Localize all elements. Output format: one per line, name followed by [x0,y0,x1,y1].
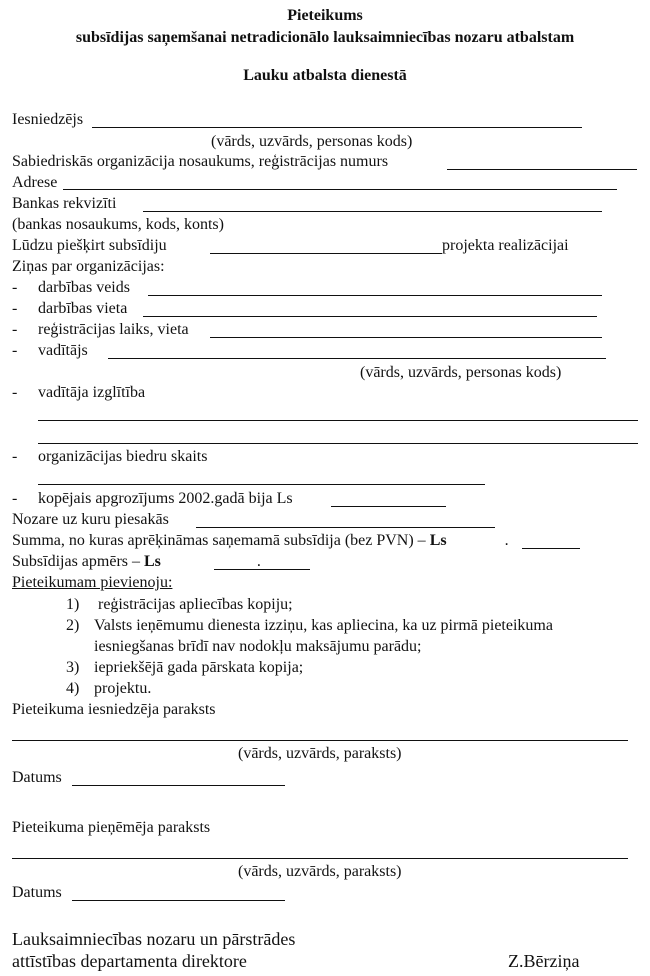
sum-line-text [12,531,509,551]
applicant-hint: (vārds, uzvārds, personas kods) [211,133,413,150]
dash: - [12,384,18,401]
address-line[interactable] [63,189,617,190]
request-line[interactable] [210,253,442,254]
dash: - [12,490,18,507]
dash: - [12,321,18,338]
dash: - [12,448,18,465]
attachment-item: Valsts ieņēmumu dienesta izziņu, kas apliecina, ka uz pirmā pieteikuma [94,617,553,634]
address-label: Adrese [12,174,58,191]
footer-department-line1: Lauksaimniecības nozaru un pārstrādes [12,929,296,949]
receiver-signature-label: Pieteikuma pieņēmēja paraksts [12,819,211,836]
bank-line[interactable] [143,211,602,212]
office-name: Lauku atbalsta dienestā [243,67,407,84]
date-line[interactable] [72,785,285,786]
members-label: organizācijas biedru skaits [38,448,208,465]
dash: - [12,279,18,296]
location-label: darbības vieta [38,300,128,317]
attachment-num: 4) [66,680,80,697]
footer-department-line2: attīstības departamenta direktore [12,951,247,971]
org-name-label: Sabiedriskās organizācija nosaukums, reģistrācijas numurs [12,153,389,170]
dash: - [12,300,18,317]
applicant-signature-line[interactable] [12,740,628,741]
org-info-heading: Ziņas par organizācijas: [12,258,165,275]
attachment-num: 2) [66,617,80,634]
location-line[interactable] [143,316,597,317]
attachment-item-cont: iesniegšanas brīdī nav nodokļu maksājumu parādu; [94,638,422,655]
bank-label: Bankas rekvizīti [12,195,117,212]
amount-label: Subsīdijas apmērs – [12,553,144,570]
attachment-item: iepriekšējā gada pārskata kopija; [94,659,304,676]
sector-line[interactable] [196,527,495,528]
education-label: vadītāja izglītība [38,384,146,401]
attachment-num: 1) [66,596,80,613]
sector-label: Nozare uz kuru piesakās [12,511,169,528]
registration-line[interactable] [210,337,602,338]
amount-line[interactable] [214,569,310,570]
attachment-item: reģistrācijas apliecības kopiju; [98,596,293,613]
period: . [504,532,509,549]
attachment-item: projektu. [94,680,152,697]
attachments-heading: Pieteikumam pievienoju: [12,574,173,591]
date-label: Datums [12,769,62,786]
manager-line[interactable] [108,358,606,359]
education-line-1[interactable] [38,420,638,421]
turnover-line[interactable] [331,506,446,507]
applicant-signature-label: Pieteikuma iesniedzēja paraksts [12,701,216,718]
education-line-2[interactable] [38,443,638,444]
period: . [256,553,261,570]
attachment-num: 3) [66,659,80,676]
dash: - [12,342,18,359]
signature-hint: (vārds, uzvārds, paraksts) [238,745,402,762]
document-subtitle: subsīdijas saņemšanai netradicionālo lauksaimniecības nozaru atbalstam [75,29,575,46]
manager-label: vadītājs [38,342,88,359]
bank-hint: (bankas nosaukums, kods, konts) [12,216,224,233]
request-label: Lūdzu piešķirt subsīdiju [12,237,167,254]
sum-label: Summa, no kuras aprēķināmas saņemamā subsīdija (bez PVN) – [12,532,430,549]
currency-label: Ls [144,553,161,570]
request-tail: projekta realizācijai [442,237,569,254]
currency-label: Ls [429,532,447,549]
document-title: Pieteikums [287,7,363,24]
activity-line[interactable] [148,295,602,296]
footer-signer: Z.Bērziņa [508,951,580,971]
signature-hint: (vārds, uzvārds, paraksts) [238,863,402,880]
applicant-line[interactable] [92,127,582,128]
turnover-label: kopējais apgrozījums 2002.gadā bija Ls [38,490,293,507]
date-line[interactable] [72,900,285,901]
sum-line[interactable] [522,548,580,549]
manager-hint: (vārds, uzvārds, personas kods) [360,364,562,381]
receiver-signature-line[interactable] [12,858,628,859]
registration-label: reģistrācijas laiks, vieta [38,321,189,338]
activity-label: darbības veids [38,279,130,296]
members-line[interactable] [38,484,485,485]
org-name-line[interactable] [447,169,637,170]
applicant-label: Iesniedzējs [12,111,84,128]
date-label: Datums [12,884,62,901]
